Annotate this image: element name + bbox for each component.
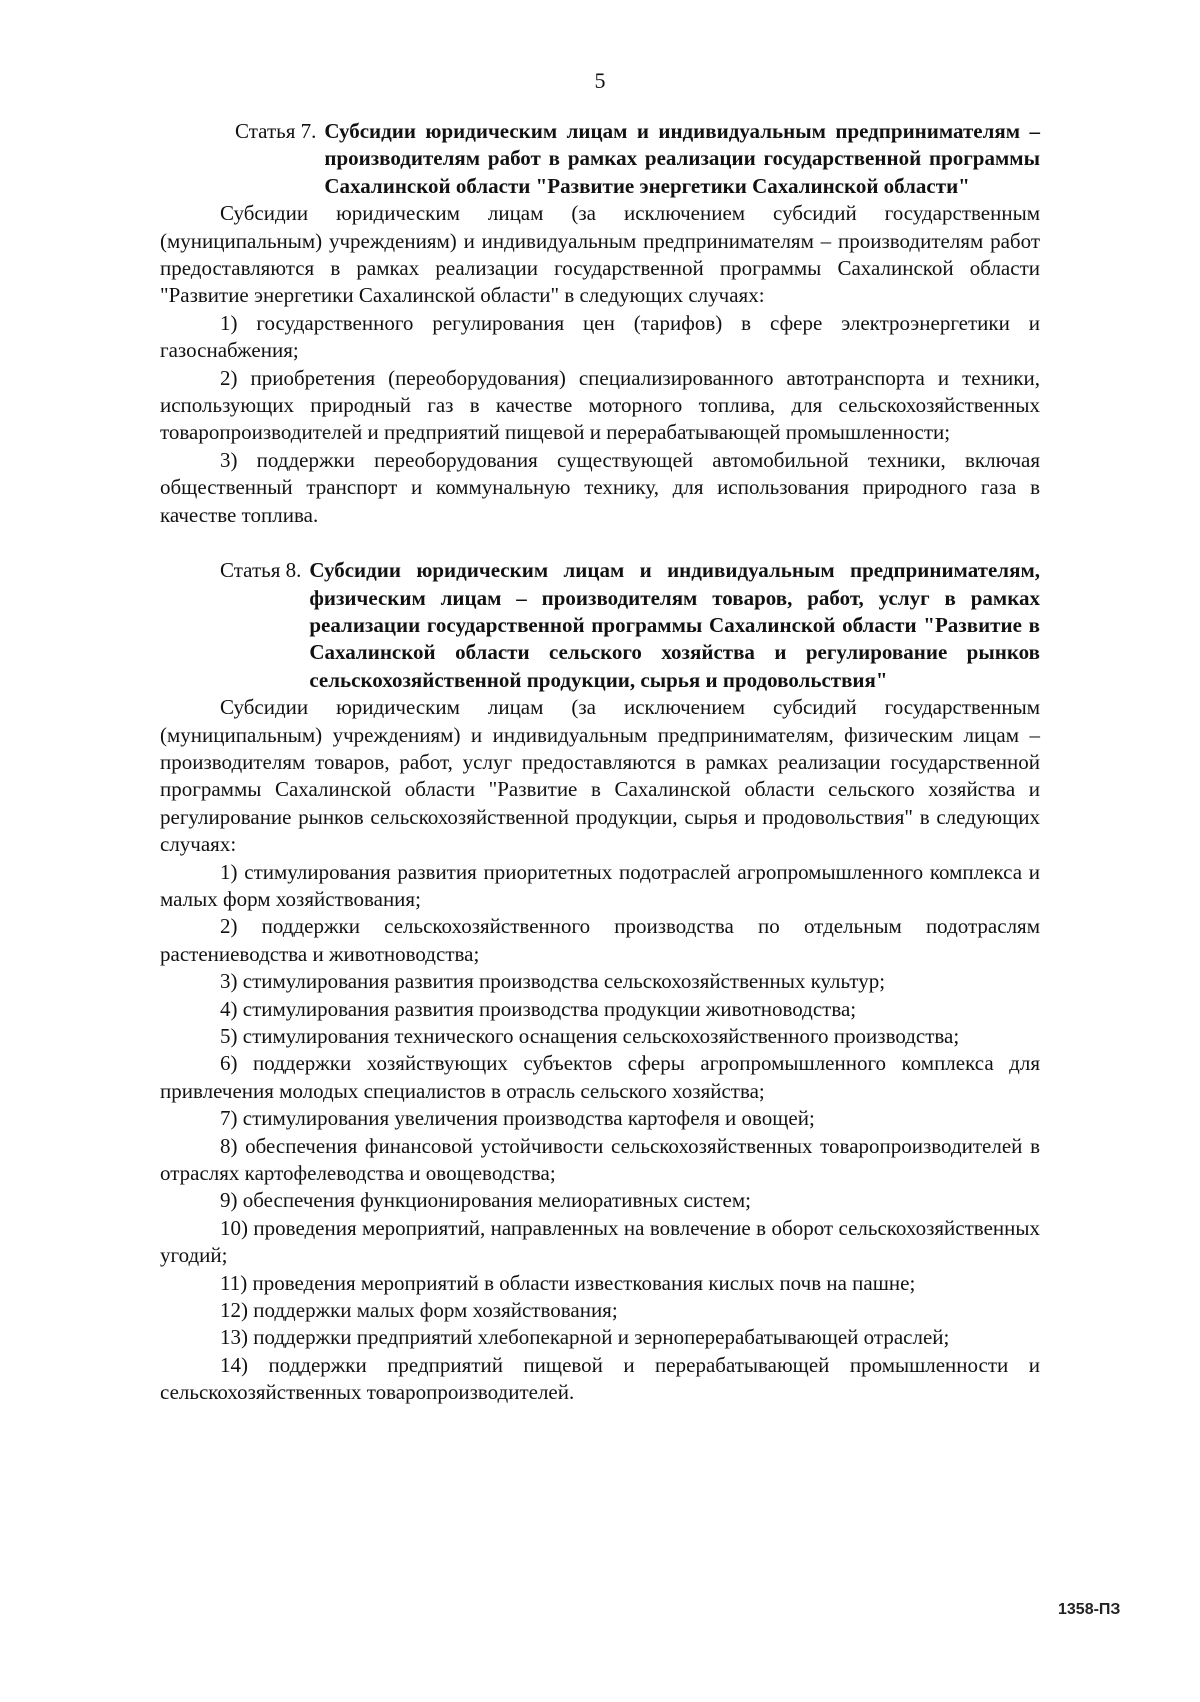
- article-8-item: 3) стимулирования развития производства сельскохозяйственных культур;: [220, 969, 886, 994]
- article-7: [160, 118, 1040, 529]
- article-8-item: 7) стимулирования увеличения производства картофеля и овощей;: [220, 1106, 815, 1131]
- article-8-item: 2) поддержки сельскохозяйственного производства по отдельным подотраслям растениеводства и животноводства;: [160, 914, 1040, 966]
- article-7-title: Субсидии юридическим лицам и индивидуальным предпринимателям – производителям работ в рамках реализации государственной программы Сахалинской области "Развитие энергетики Сахалинской области": [324, 119, 1040, 198]
- article-8-item: 4) стимулирования развития производства продукции животноводства;: [220, 996, 857, 1021]
- article-8-label: Статья 8.: [220, 558, 302, 583]
- article-7-item: 3) поддержки переоборудования существующей автомобильной техники, включая общественный транспорт и коммунальную технику, для использования природного газа в качестве топлива.: [160, 447, 1040, 527]
- article-8-item: 13) поддержки предприятий хлебопекарной и зерноперерабатывающей отраслей;: [220, 1325, 950, 1350]
- article-8-item: 10) проведения мероприятий, направленных на вовлечение в оборот сельскохозяйственных угодий;: [160, 1215, 1040, 1268]
- article-7-item: 1) государственного регулирования цен (тарифов) в сфере электроэнергетики и газоснабжения;: [160, 310, 1040, 363]
- article-7-label: Статья 7.: [235, 119, 317, 143]
- article-8-item: 6) поддержки хозяйствующих субъектов сферы агропромышленного комплекса для привлечения молодых специалистов в отрасль сельского хозяйства;: [160, 1051, 1040, 1103]
- article-8-heading: [160, 557, 1040, 694]
- article-8-item: 14) поддержки предприятий пищевой и перерабатывающей промышленности и сельскохозяйственных товаропроизводителей.: [160, 1352, 1040, 1405]
- article-7-intro: Субсидии юридическим лицам (за исключением субсидий государственным (муниципальным) учреждениям) и индивидуальным предпринимателям – производителям работ предоставляются в рамках реализации государственной программы Сахалинской области "Развитие энергетики Сахалинской области" в следующих случаях:: [160, 201, 1040, 308]
- article-8-item: 8) обеспечения финансовой устойчивости сельскохозяйственных товаропроизводителей в отраслях картофелеводства и овощеводства;: [160, 1133, 1040, 1186]
- article-8-item: 5) стимулирования технического оснащения сельскохозяйственного производства;: [220, 1024, 960, 1048]
- article-8-item: 9) обеспечения функционирования мелиоративных систем;: [220, 1188, 751, 1213]
- article-8-item: 11) проведения мероприятий в области известкования кислых почв на пашне;: [220, 1270, 916, 1295]
- document-body: [160, 118, 1040, 1407]
- article-8: [160, 557, 1040, 1407]
- article-8-item: 12) поддержки малых форм хозяйствования;: [220, 1298, 618, 1323]
- article-8-intro: Субсидии юридическим лицам (за исключением субсидий государственным (муниципальным) учреждениям) и индивидуальным предпринимателям, физическим лицам – производителям товаров, работ, услуг предоставляются в рамках реализации государственной программы Сахалинской области "Развитие в Сахалинской области сельского хозяйства и регулирование рынков сельскохозяйственной продукции, сырья и продовольствия" в следующих случаях:: [160, 695, 1040, 857]
- article-7-item: 2) приобретения (переоборудования) специализированного автотранспорта и техники, использующих природный газ в качестве моторного топлива, для сельскохозяйственных товаропроизводителей и предприятий пищевой и перерабатывающей промышленности;: [160, 365, 1040, 445]
- document-code: 1358-ПЗ: [1058, 1601, 1121, 1618]
- article-8-title: Субсидии юридическим лицам и индивидуальным предпринимателям, физическим лицам – производителям товаров, работ, услуг в рамках реализации государственной программы Сахалинской области "Развитие в Сахалинской области сельского хозяйства и регулирование рынков сельскохозяйственной продукции, сырья и продовольствия": [309, 558, 1040, 692]
- article-8-item: 1) стимулирования развития приоритетных подотраслей агропромышленного комплекса и малых форм хозяйствования;: [160, 859, 1040, 911]
- article-7-heading: [160, 118, 1040, 200]
- page-number: 5: [594, 68, 606, 93]
